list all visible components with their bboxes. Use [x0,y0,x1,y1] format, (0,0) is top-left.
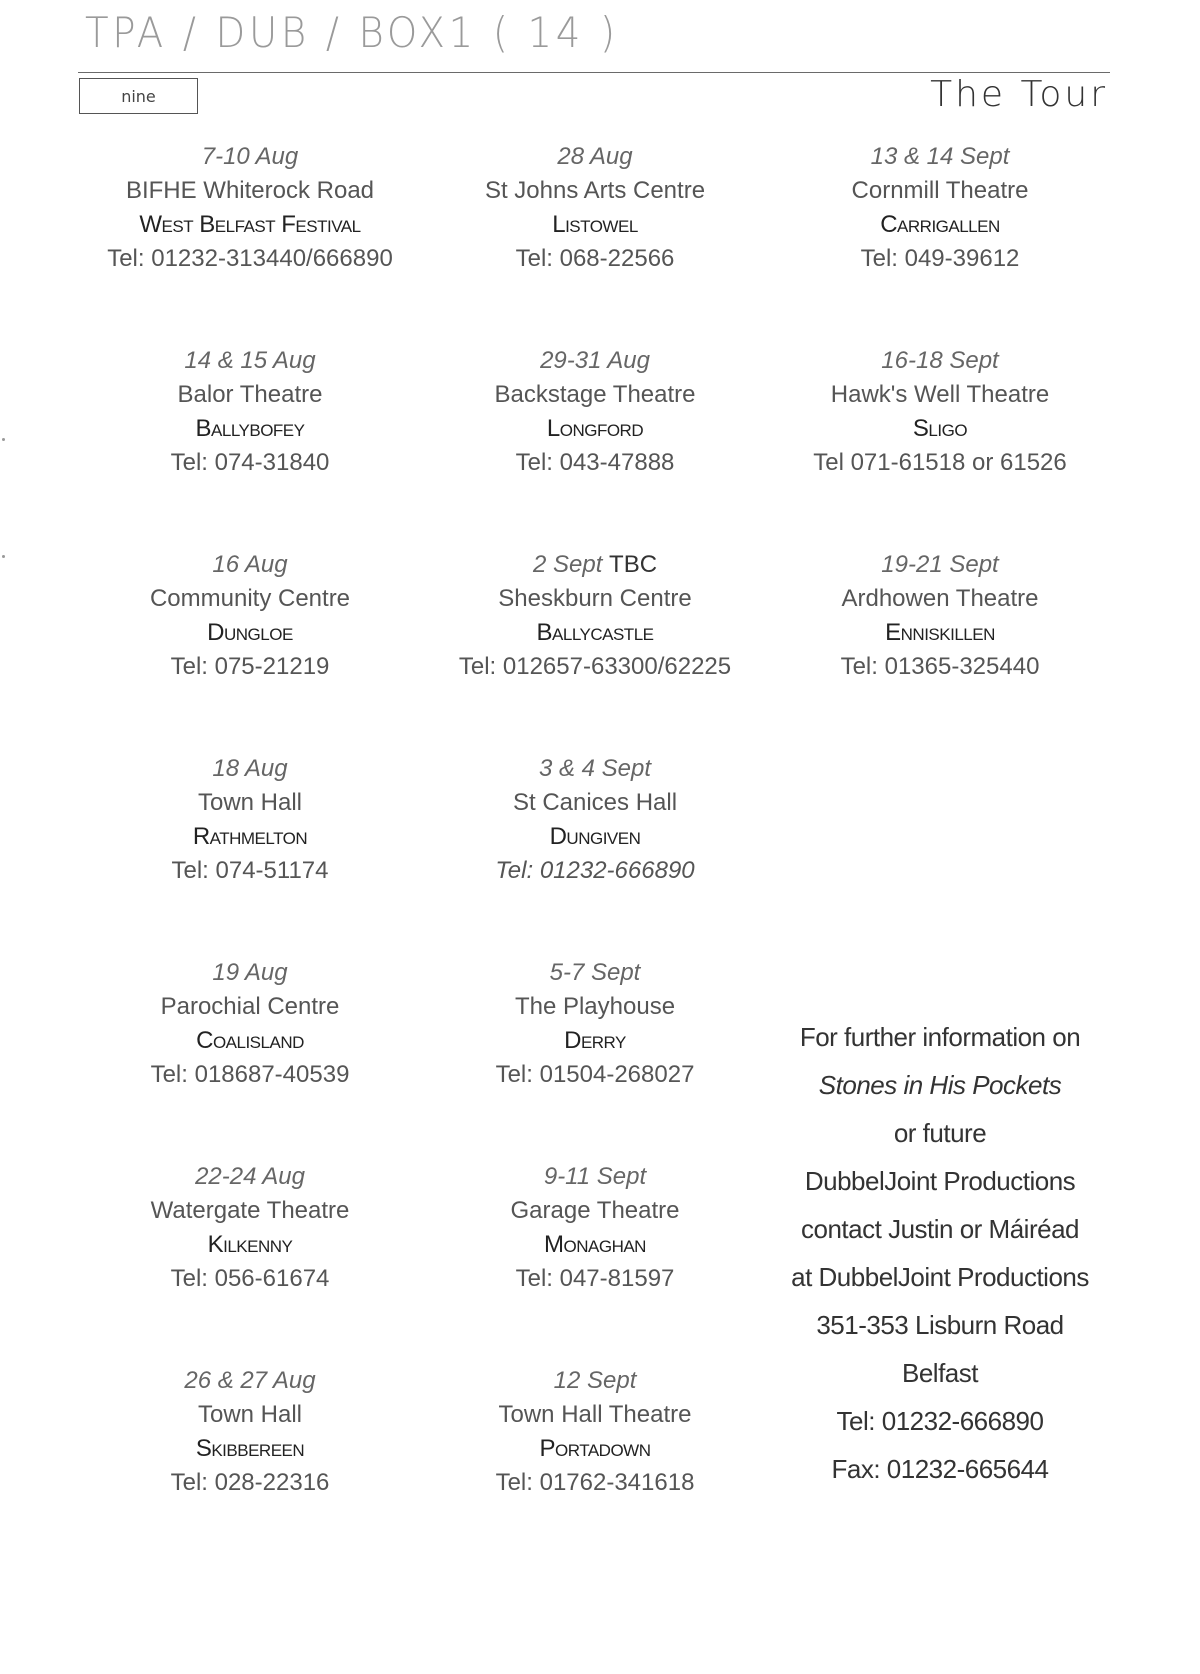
tour-date-text: 13 & 14 Sept [870,143,1010,170]
tour-telephone: Tel: 01504-268027 [495,1061,695,1088]
tour-date-entry [415,1364,775,1500]
tour-date-text: 19-21 Sept [881,551,999,578]
page-number-label: nine [121,86,156,106]
tour-town: Portadown [539,1435,651,1462]
tour-date [415,956,775,990]
tour-town: Coalisland [196,1027,304,1054]
tour-date [760,344,1120,378]
tour-date-entry [70,140,430,276]
tour-date [70,344,430,378]
tour-town: Derry [564,1027,626,1054]
tour-date-text: 16-18 Sept [881,347,999,374]
tour-date-entry [70,1160,430,1296]
tour-date-entry [415,752,775,888]
tour-town: Ballybofey [195,415,305,442]
tour-date-text: 16 Aug [212,551,288,578]
tour-date [760,548,1120,582]
tour-town: Kilkenny [207,1231,293,1258]
tour-date-entry [70,752,430,888]
contact-info-block [760,1013,1120,1493]
tour-date [415,140,775,174]
tour-venue: Hawk's Well Theatre [830,381,1050,408]
tour-date-entry [760,344,1120,480]
tour-town: West Belfast Festival [139,211,361,238]
tour-date-entry [70,1364,430,1500]
tour-town: Listowel [552,211,638,238]
tour-town: Longford [546,415,644,442]
tour-venue: Community Centre [149,585,351,612]
margin-speck [2,555,5,558]
tour-telephone: Tel: 01762-341618 [495,1469,695,1496]
tour-date-entry [415,1160,775,1296]
tour-town: Rathmelton [192,823,308,850]
tour-telephone: Tel: 074-51174 [171,857,329,884]
tour-venue: Backstage Theatre [494,381,696,408]
tour-date-entry [70,956,430,1092]
tour-date-entry [70,344,430,480]
tour-telephone: Tel: 028-22316 [170,1469,330,1496]
tour-town: Ballycastle [536,619,654,646]
tour-town: Dungloe [207,619,293,646]
tour-date-entry [760,140,1120,276]
tour-venue: Town Hall [197,1401,303,1428]
contact-tel: Tel: 01232-666890 [836,1406,1044,1436]
company-name: DubbelJoint Productions [804,1166,1076,1196]
tour-date-text: 19 Aug [212,959,288,986]
tour-telephone: Tel: 049-39612 [860,245,1020,272]
tour-date-entry [415,548,775,684]
tour-venue: St Johns Arts Centre [484,177,706,204]
tour-date-text: 14 & 15 Aug [184,347,316,374]
tour-date-text: 29-31 Aug [540,347,650,374]
tour-venue: Parochial Centre [160,993,340,1020]
production-title: Stones in His Pockets [818,1070,1062,1100]
tour-date-text: 28 Aug [557,143,633,170]
tour-venue: BIFHE Whiterock Road [125,177,375,204]
tour-telephone: Tel: 043-47888 [515,449,675,476]
info-line: at DubbelJoint Productions [791,1262,1089,1292]
tour-date [415,1364,775,1398]
tour-date [70,1160,430,1194]
tour-town: Dungiven [549,823,641,850]
tour-date-text: 3 & 4 Sept [538,755,652,782]
tour-date-entry [415,956,775,1092]
tour-venue: Town Hall Theatre [498,1401,692,1428]
handwritten-archive-reference: TPA / DUB / BOX1 ( 14 ) [85,8,619,57]
tour-town: Skibbereen [195,1435,305,1462]
margin-speck [2,438,5,441]
tour-date-text: 2 Sept [532,551,603,578]
tour-date-entry [70,548,430,684]
tour-telephone: Tel: 01232-313440/666890 [107,245,393,272]
tour-venue: The Playhouse [514,993,676,1020]
info-line: or future [893,1118,987,1148]
contact-names: contact Justin or Máiréad [801,1214,1079,1244]
tour-town: Monaghan [544,1231,646,1258]
tour-date-text: 22-24 Aug [195,1163,305,1190]
tour-town: Carrigallen [880,211,1000,238]
address-street: 351-353 Lisburn Road [816,1310,1064,1340]
tour-telephone: Tel: 068-22566 [515,245,675,272]
tour-date-text: 12 Sept [553,1367,637,1394]
tour-town: Enniskillen [885,619,995,646]
tour-venue: Town Hall [197,789,303,816]
tour-date-text: 5-7 Sept [549,959,641,986]
tour-date-entry [415,344,775,480]
tour-telephone: Tel: 01365-325440 [840,653,1040,680]
tour-venue: Garage Theatre [510,1197,680,1224]
info-line: For further information on [799,1022,1081,1052]
tour-venue: Watergate Theatre [150,1197,350,1224]
tour-telephone: Tel: 01232-666890 [495,857,695,884]
tour-date-text: 9-11 Sept [543,1163,647,1190]
tour-telephone: Tel 071-61518 or 61526 [813,449,1067,476]
header-rule [78,72,1110,73]
tour-telephone: Tel: 056-61674 [170,1265,330,1292]
tour-date [70,548,430,582]
tour-date-text: 18 Aug [212,755,288,782]
tour-date-entry [415,140,775,276]
page-number-box [79,78,198,114]
tour-venue: Balor Theatre [177,381,323,408]
section-title: The Tour [930,74,1108,115]
tour-date-text: 26 & 27 Aug [184,1367,316,1394]
tour-date [415,752,775,786]
tour-town: Sligo [912,415,968,442]
tour-telephone: Tel: 018687-40539 [150,1061,350,1088]
tour-date-entry [760,548,1120,684]
tour-date-text: 7-10 Aug [201,143,299,170]
tour-date [70,752,430,786]
tour-telephone: Tel: 074-31840 [170,449,330,476]
tour-venue: Ardhowen Theatre [841,585,1039,612]
tour-venue: Sheskburn Centre [498,585,692,612]
tour-date [70,1364,430,1398]
tour-telephone: Tel: 047-81597 [515,1265,675,1292]
address-city: Belfast [902,1358,978,1388]
date-note: TBC [609,551,658,578]
tour-venue: St Canices Hall [512,789,678,816]
tour-date [415,548,775,582]
tour-telephone: Tel: 075-21219 [170,653,330,680]
tour-date [70,956,430,990]
tour-telephone: Tel: 012657-63300/62225 [458,653,732,680]
tour-date [415,1160,775,1194]
tour-venue: Cornmill Theatre [851,177,1029,204]
tour-date [760,140,1120,174]
tour-date [70,140,430,174]
contact-fax: Fax: 01232-665644 [831,1454,1049,1484]
tour-date [415,344,775,378]
